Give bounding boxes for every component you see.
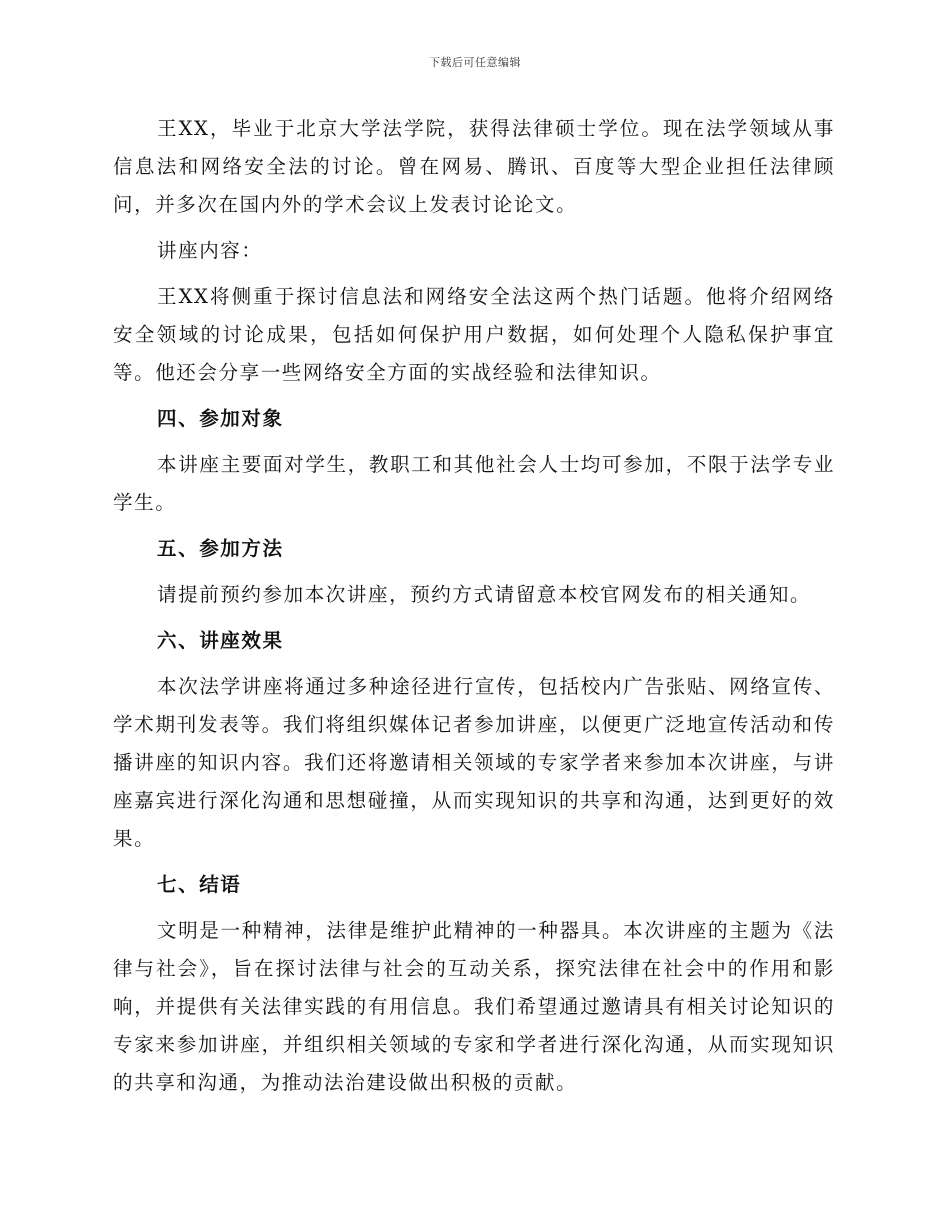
method-heading: 五、参加方法 <box>157 537 284 560</box>
lecture-content-label: 讲座内容： <box>157 239 263 262</box>
audience-paragraph: 本讲座主要面对学生，教职工和其他社会人士均可参加，不限于法学专业学生。 <box>113 453 835 514</box>
document-body <box>113 110 835 1102</box>
lecture-content-paragraph: 王XX将侧重于探讨信息法和网络安全法这两个热门话题。他将介绍网络安全领域的讨论成果，包括如何保护用户数据，如何处理个人隐私保护事宜等。他还会分享一些网络安全方面的实战经验和法律知识。 <box>113 285 835 384</box>
conclusion-paragraph: 文明是一种精神，法律是维护此精神的一种器具。本次讲座的主题为《法律与社会》，旨在探讨法律与社会的互动关系，探究法律在社会中的作用和影响，并提供有关法律实践的有用信息。我们希望通过邀请具有相关讨论知识的专家来参加讲座，并组织相关领域的专家和学者进行深化沟通，从而实现知识的共享和沟通，为推动法治建设做出积极的贡献。 <box>113 919 835 1094</box>
effect-heading: 六、讲座效果 <box>157 629 284 652</box>
method-paragraph: 请提前预约参加本次讲座，预约方式请留意本校官网发布的相关通知。 <box>157 583 812 606</box>
conclusion-heading: 七、结语 <box>157 873 242 896</box>
audience-heading: 四、参加对象 <box>157 407 284 430</box>
speaker-bio-paragraph: 王XX，毕业于北京大学法学院，获得法律硕士学位。现在法学领域从事信息法和网络安全法的讨论。曾在网易、腾讯、百度等大型企业担任法律顾问，并多次在国内外的学术会议上发表讨论论文。 <box>113 117 835 216</box>
header-note: 下载后可任意编辑 <box>429 56 521 69</box>
effect-paragraph: 本次法学讲座将通过多种途径进行宣传，包括校内广告张贴、网络宣传、学术期刊发表等。我们将组织媒体记者参加讲座，以便更广泛地宣传活动和传播讲座的知识内容。我们还将邀请相关领域的专家学者来参加本次讲座，与讲座嘉宾进行深化沟通和思想碰撞，从而实现知识的共享和沟通，达到更好的效果。 <box>113 675 835 850</box>
